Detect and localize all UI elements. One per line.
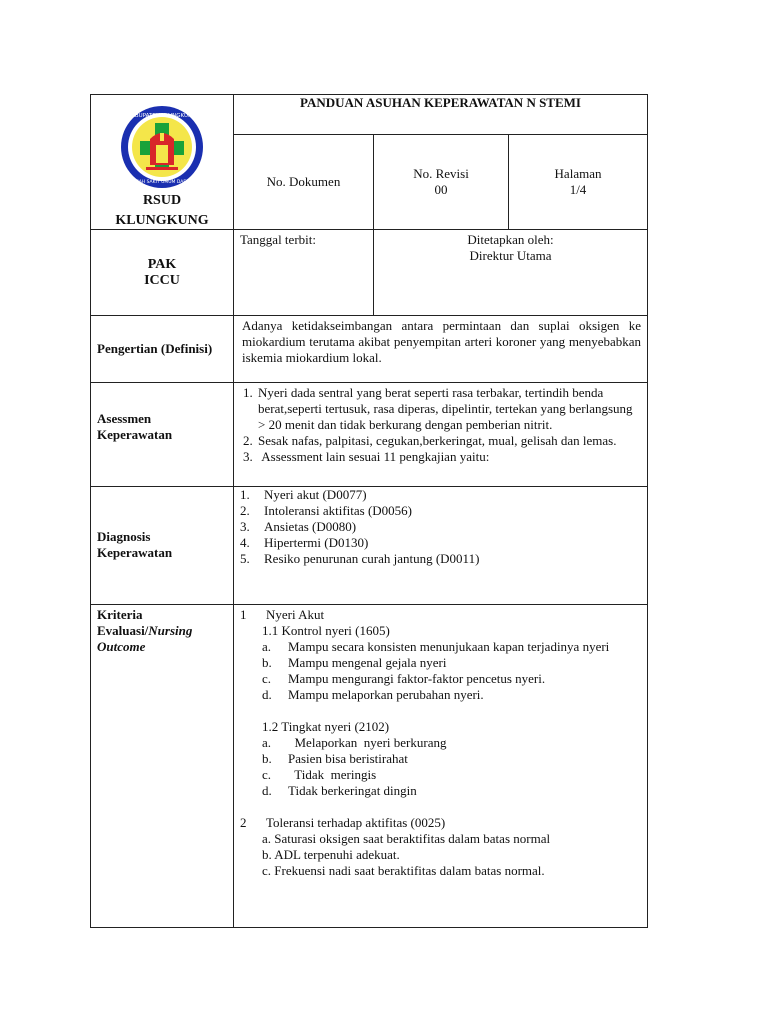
tanggal-terbit-label: Tanggal terbit: (240, 232, 316, 247)
unit-line2: ICCU (144, 272, 180, 288)
diagnosis-item-number: 2. (240, 503, 250, 518)
diagnosis-item (240, 535, 647, 551)
kriteria-content (234, 605, 648, 928)
outcome-item: a. Saturasi oksigen saat beraktifitas dalam batas normal (262, 831, 551, 846)
outcome-item: c. Frekuensi nadi saat beraktifitas dalam batas normal. (262, 863, 545, 878)
kriteria-label-line1: Kriteria (97, 607, 143, 622)
diagnosis-item-number: 3. (240, 519, 250, 534)
outcome-item-text: Tidak meringis (288, 767, 377, 782)
asesmen-label (91, 383, 234, 487)
outcome-item-letter: d. (262, 687, 272, 702)
outcome-item (262, 671, 641, 687)
outcome-item-letter: b. (262, 655, 272, 670)
outcome-item-letter: c. (262, 671, 272, 686)
outcome-item (262, 639, 641, 655)
outcome-sublist (240, 831, 641, 879)
asesmen-item: 1. Nyeri dada sentral yang berat seperti rasa terbakar, tertindih benda berat,seperti tertusuk, rasa diperas, dipelintir, tertekan yang berlangsung > 20 menit dan tidak berkurang dengan pemberian nitrit. (256, 385, 641, 433)
diagnosis-label-line2: Keperawatan (97, 545, 173, 560)
diagnosis-content (234, 487, 648, 605)
kriteria-label-line3: Outcome (97, 639, 146, 654)
hospital-name-line1: RSUD (142, 193, 182, 208)
sop-document-table (90, 94, 648, 928)
outcome-subsection-title: 1.1 Kontrol nyeri (1605) (262, 623, 390, 638)
diagnosis-item (240, 487, 647, 503)
outcome-section-number: 1 (240, 607, 247, 622)
unit-cell (91, 230, 234, 316)
pengertian-label: Pengertian (Definisi) (91, 316, 234, 383)
diagnosis-item-text: Nyeri akut (D0077) (264, 487, 367, 502)
outcome-section-number: 2 (240, 815, 247, 830)
hospital-name-line2: KLUNGKUNG (115, 213, 209, 228)
asesmen-list (234, 385, 647, 465)
outcome-item-text: Pasien bisa beristirahat (288, 751, 408, 766)
outcome-item-letter: a. (262, 639, 272, 654)
outcome-item-letter: b. (262, 751, 272, 766)
halaman-value: 1/4 (569, 181, 587, 197)
outcome-item-text: Melaporkan nyeri berkurang (288, 735, 447, 750)
document-title: PANDUAN ASUHAN KEPERAWATAN N STEMI (234, 95, 648, 135)
kriteria-label (91, 605, 234, 928)
outcome-section-1 (240, 607, 641, 623)
ditetapkan-value: Direktur Utama (469, 248, 552, 263)
outcome-item (262, 735, 641, 751)
ditetapkan-cell (374, 230, 648, 316)
outcome-item-text: Mampu secara konsisten menunjukaan kapan terjadinya nyeri (288, 639, 610, 654)
diagnosis-item (240, 519, 647, 535)
outcome-item (262, 687, 641, 703)
diagnosis-item-number: 4. (240, 535, 250, 550)
diagnosis-item-text: Intoleransi aktifitas (D0056) (264, 503, 413, 518)
diagnosis-label (91, 487, 234, 605)
outcome-section-title: Toleransi terhadap aktifitas (0025) (266, 815, 446, 830)
outcome-item-text: Mampu melaporkan perubahan nyeri. (288, 687, 484, 702)
outcome-item (262, 751, 641, 767)
diagnosis-item-text: Resiko penurunan curah jantung (D0011) (264, 551, 480, 566)
asesmen-content (234, 383, 648, 487)
diagnosis-item-text: Hipertermi (D0130) (264, 535, 369, 550)
asesmen-item: 2. Sesak nafas, palpitasi, cegukan,berkeringat, mual, gelisah dan lemas. (256, 433, 641, 449)
outcome-sublist (240, 735, 641, 799)
ditetapkan-label: Ditetapkan oleh: (467, 232, 554, 247)
outcome-item-text: Mampu mengenal gejala nyeri (288, 655, 447, 670)
kriteria-label-line2: Evaluasi/ (97, 623, 149, 638)
outcome-item-text: Tidak berkeringat dingin (288, 783, 417, 798)
diagnosis-item-number: 1. (240, 487, 250, 502)
outcome-item: b. ADL terpenuhi adekuat. (262, 847, 400, 862)
halaman-cell (509, 134, 648, 229)
diagnosis-label-line1: Diagnosis (97, 529, 151, 544)
asesmen-label-line2: Keperawatan (97, 427, 173, 442)
outcome-item (262, 655, 641, 671)
unit-line1: PAK (147, 256, 177, 272)
outcome-item-text: Mampu mengurangi faktor-faktor pencetus nyeri. (288, 671, 546, 686)
outcome-sublist (240, 639, 641, 703)
outcome-item-letter: d. (262, 783, 272, 798)
diagnosis-list (234, 487, 647, 567)
outcome-section-2 (240, 815, 641, 831)
hospital-identity-cell (91, 95, 234, 230)
diagnosis-item (240, 551, 647, 567)
outcome-section-title: Nyeri Akut (266, 607, 325, 622)
hospital-logo-icon (120, 105, 204, 189)
no-dokumen-label: No. Dokumen (266, 173, 341, 189)
outcome-subsection-title: 1.2 Tingkat nyeri (2102) (262, 719, 390, 734)
asesmen-item: 3. Assessment lain sesuai 11 pengkajian yaitu: (256, 449, 641, 465)
no-dokumen-cell (234, 134, 374, 229)
pengertian-text: Adanya ketidakseimbangan antara permintaan dan suplai oksigen ke miokardium terutama akibat penyempitan arteri koroner yang menyebabkan iskemia miokardium lokal. (234, 316, 648, 383)
no-revisi-value: 00 (434, 181, 448, 197)
outcome-item-letter: a. (262, 735, 272, 750)
halaman-label: Halaman (554, 165, 602, 181)
no-revisi-label: No. Revisi (413, 165, 469, 181)
outcome-item-letter: c. (262, 767, 272, 782)
no-revisi-cell (374, 134, 509, 229)
kriteria-label-line2-italic: Nursing (148, 623, 193, 638)
outcome-item (262, 767, 641, 783)
diagnosis-item (240, 503, 647, 519)
diagnosis-item-text: Ansietas (D0080) (264, 519, 357, 534)
logo-lettering-bottom: RUMAH SAKIT UMUM DAERAH (128, 180, 196, 185)
asesmen-label-line1: Asessmen (97, 411, 152, 426)
logo-lettering-top: KABUPATEN KLUNGKUNG (127, 113, 197, 119)
outcome-item (262, 783, 641, 799)
tanggal-terbit-cell (234, 230, 374, 316)
diagnosis-item-number: 5. (240, 551, 250, 566)
